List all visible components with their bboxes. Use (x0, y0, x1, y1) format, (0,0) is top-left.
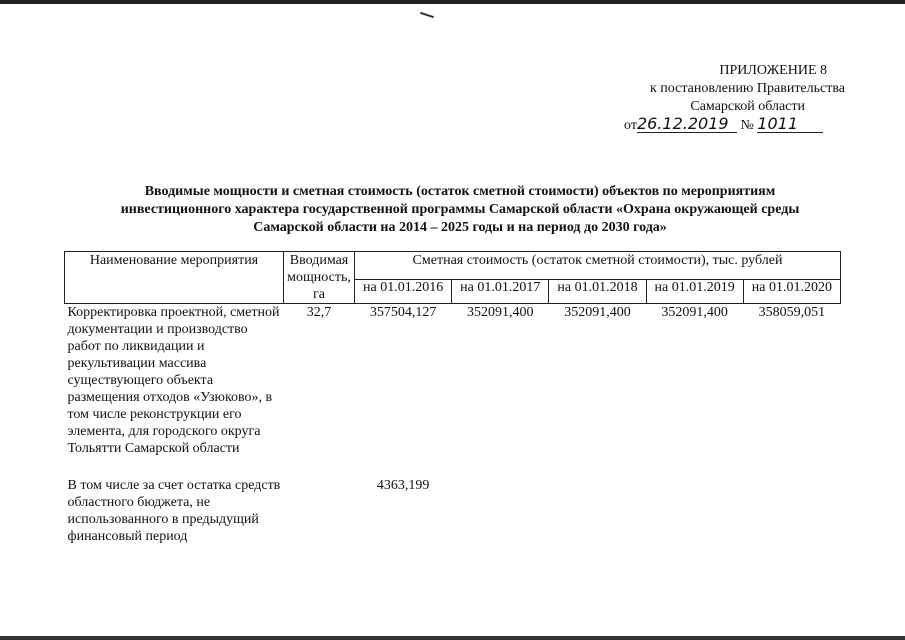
header-date-2019: на 01.01.2019 (646, 279, 743, 303)
table-row (65, 304, 841, 458)
document-title: Вводимые мощности и сметная стоимость (остаток сметной стоимости) объектов по мероприятиям инвестиционного характера государственной программы Самарской области «Охрана окружающей среды Самарской области на 2014 – 2025 годы и на период до 2030 года» (120, 184, 800, 235)
row-capacity: 32,7 (306, 305, 332, 320)
header-date-2018: на 01.01.2018 (549, 279, 646, 303)
number-sign: № (740, 118, 754, 133)
row-spacer (65, 457, 841, 477)
row-value (743, 477, 840, 545)
row-value: 357504,127 (369, 305, 437, 320)
header-cost-group: Сметная стоимость (остаток сметной стоимости), тыс. рублей (355, 252, 841, 280)
row-name: В том числе за счет остатка средств областного бюджета, не использованного в предыдущий финансовый период (67, 478, 281, 544)
row-value: 4363,199 (376, 478, 430, 493)
scan-bottom-border (0, 636, 905, 640)
header-date-2017: на 01.01.2017 (452, 279, 549, 303)
appendix-block (590, 62, 845, 135)
row-value (646, 477, 743, 545)
appendix-date-line (590, 116, 845, 135)
appendix-line2: к постановлению Правительства (649, 81, 845, 96)
scan-top-border (0, 0, 905, 4)
header-date-2016: на 01.01.2016 (355, 279, 452, 303)
header-name: Наименование мероприятия (65, 252, 284, 304)
row-name: Корректировка проектной, сметной документации и производство работ по ликвидации и рекультивации массива существующего объекта размещения отходов «Узюково», в том числе реконструкции его элемента, для городского округа Тольятти Самарской области (67, 305, 280, 456)
header-capacity: Вводимая мощность, га (284, 252, 355, 304)
date-prefix: от (624, 118, 637, 133)
row-value: 352091,400 (661, 305, 728, 320)
appendix-line3: Самарской области (690, 99, 805, 114)
header-date-2020: на 01.01.2020 (743, 279, 840, 303)
capacity-cost-table (64, 251, 841, 545)
row-value: 358059,051 (758, 305, 826, 320)
table-row (65, 477, 841, 545)
handwritten-number: 1011 (757, 116, 823, 133)
scan-mark (420, 12, 434, 18)
appendix-title: ПРИЛОЖЕНИЕ 8 (719, 63, 827, 78)
row-value (549, 477, 646, 545)
handwritten-date: 26.12.2019 (637, 116, 737, 133)
row-capacity (284, 477, 355, 545)
row-value (452, 477, 549, 545)
row-value: 352091,400 (467, 305, 534, 320)
row-value: 352091,400 (564, 305, 631, 320)
